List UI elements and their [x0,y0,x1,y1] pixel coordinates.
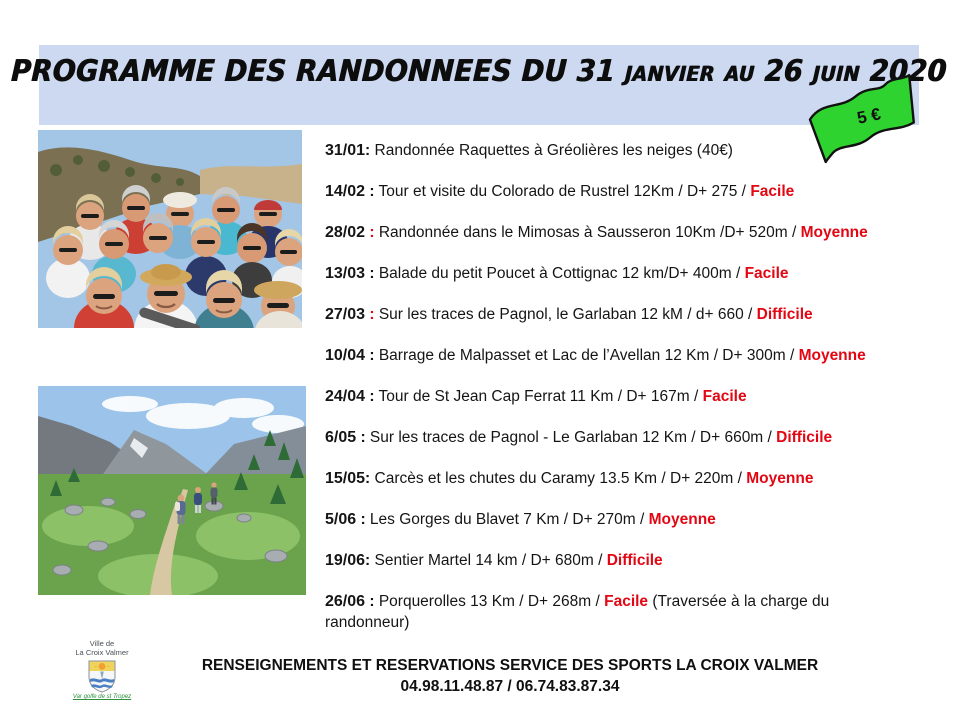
hike-description: Barrage de Malpasset et Lac de l’Avellan 12 Km / D+ 300m / [374,347,799,364]
price-label: 5 € [855,104,883,128]
hike-item [325,305,909,326]
hike-difficulty-badge: Moyenne [800,224,868,241]
hike-date: 5/06 [325,511,357,528]
hike-date: 31/01 [325,142,366,159]
hike-item [325,387,909,408]
hike-colon: : [365,347,375,364]
hike-date: 15/05 [325,470,366,487]
hike-date: 28/02 [325,224,366,241]
hike-date: 26/06 [325,593,366,610]
footer-line2: 04.98.11.48.87 / 06.74.83.87.34 [400,678,620,695]
hike-difficulty-badge: Moyenne [798,347,866,364]
hike-colon: : [365,224,375,241]
hike-difficulty-badge: Facile [750,183,795,200]
hike-item [325,182,909,203]
logo-tagline: Var golfe de st Tropez [72,694,132,700]
hike-item [325,264,909,285]
hike-colon: : [365,265,375,282]
hike-difficulty-badge: Moyenne [746,470,814,487]
footer-line1: RENSEIGNEMENTS ET RESERVATIONS SERVICE DES SPORTS LA CROIX VALMER [201,657,819,674]
hike-list [325,141,909,654]
hike-item [325,428,909,449]
hike-description: Porquerolles 13 Km / D+ 268m / [374,593,605,610]
hike-difficulty-badge: Difficile [606,552,663,569]
hike-date: 14/02 [325,183,366,200]
hike-date: 6/05 [325,429,357,446]
footer-contact [160,655,860,697]
hike-difficulty-badge: Difficile [776,429,833,446]
hike-difficulty-badge: Facile [702,388,747,405]
town-logo [56,640,148,701]
hike-item [325,346,909,367]
trail-photo-illustration [38,386,306,595]
hike-description: Sur les traces de Pagnol - Le Garlaban 12 Km / D+ 660m / [365,429,777,446]
hike-description: Tour de St Jean Cap Ferrat 11 Km / D+ 167m / [374,388,703,405]
hike-colon: : [356,511,366,528]
group-photo-illustration [38,130,302,328]
page-title: PROGRAMME DES RANDONNEES DU 31 janvier au 26 juin 2020 [10,54,948,89]
hike-description: Sur les traces de Pagnol, le Garlaban 12 kM / d+ 660 / [374,306,757,323]
hike-item [325,469,909,490]
hike-colon: : [365,388,375,405]
hike-difficulty-badge: Difficile [756,306,813,323]
hike-date: 27/03 [325,306,366,323]
hike-description: Balade du petit Poucet à Cottignac 12 km/D+ 400m / [374,265,745,282]
hike-colon: : [365,183,375,200]
hike-colon: : [365,470,371,487]
hike-difficulty-badge: Moyenne [648,511,716,528]
hike-date: 13/03 [325,265,366,282]
hike-description: Randonnée dans le Mimosas à Sausseron 10Km /D+ 520m / [374,224,801,241]
hike-description: Sentier Martel 14 km / D+ 680m / [370,552,607,569]
hike-description: Les Gorges du Blavet 7 Km / D+ 270m / [365,511,649,528]
hike-colon: : [356,429,366,446]
hike-item [325,510,909,531]
hike-colon: : [365,306,375,323]
hike-item [325,592,909,633]
hike-colon: : [365,552,371,569]
logo-line1: Ville de [89,639,115,648]
hike-date: 24/04 [325,388,366,405]
hike-description: Tour et visite du Colorado de Rustrel 12Km / D+ 275 / [374,183,751,200]
hike-description: Randonnée Raquettes à Gréolières les neiges (40€) [370,142,733,159]
hike-description: Carcès et les chutes du Caramy 13.5 Km / D+ 220m / [370,470,747,487]
group-selfie-photo [38,130,302,328]
logo-line2: La Croix Valmer [75,648,129,657]
hike-difficulty-badge: Facile [744,265,789,282]
hike-item [325,141,909,162]
hike-difficulty-badge: Facile [604,593,649,610]
hike-date: 10/04 [325,347,366,364]
town-crest-shield-icon [87,659,117,693]
hike-item [325,551,909,572]
hike-date: 19/06 [325,552,366,569]
hike-suffix-note: (Traversée à la charge du randonneur) [325,593,830,631]
hike-item [325,223,909,244]
hike-colon: : [365,593,375,610]
mountain-trail-photo [38,386,306,595]
hike-colon: : [365,142,371,159]
header-banner [10,45,948,125]
